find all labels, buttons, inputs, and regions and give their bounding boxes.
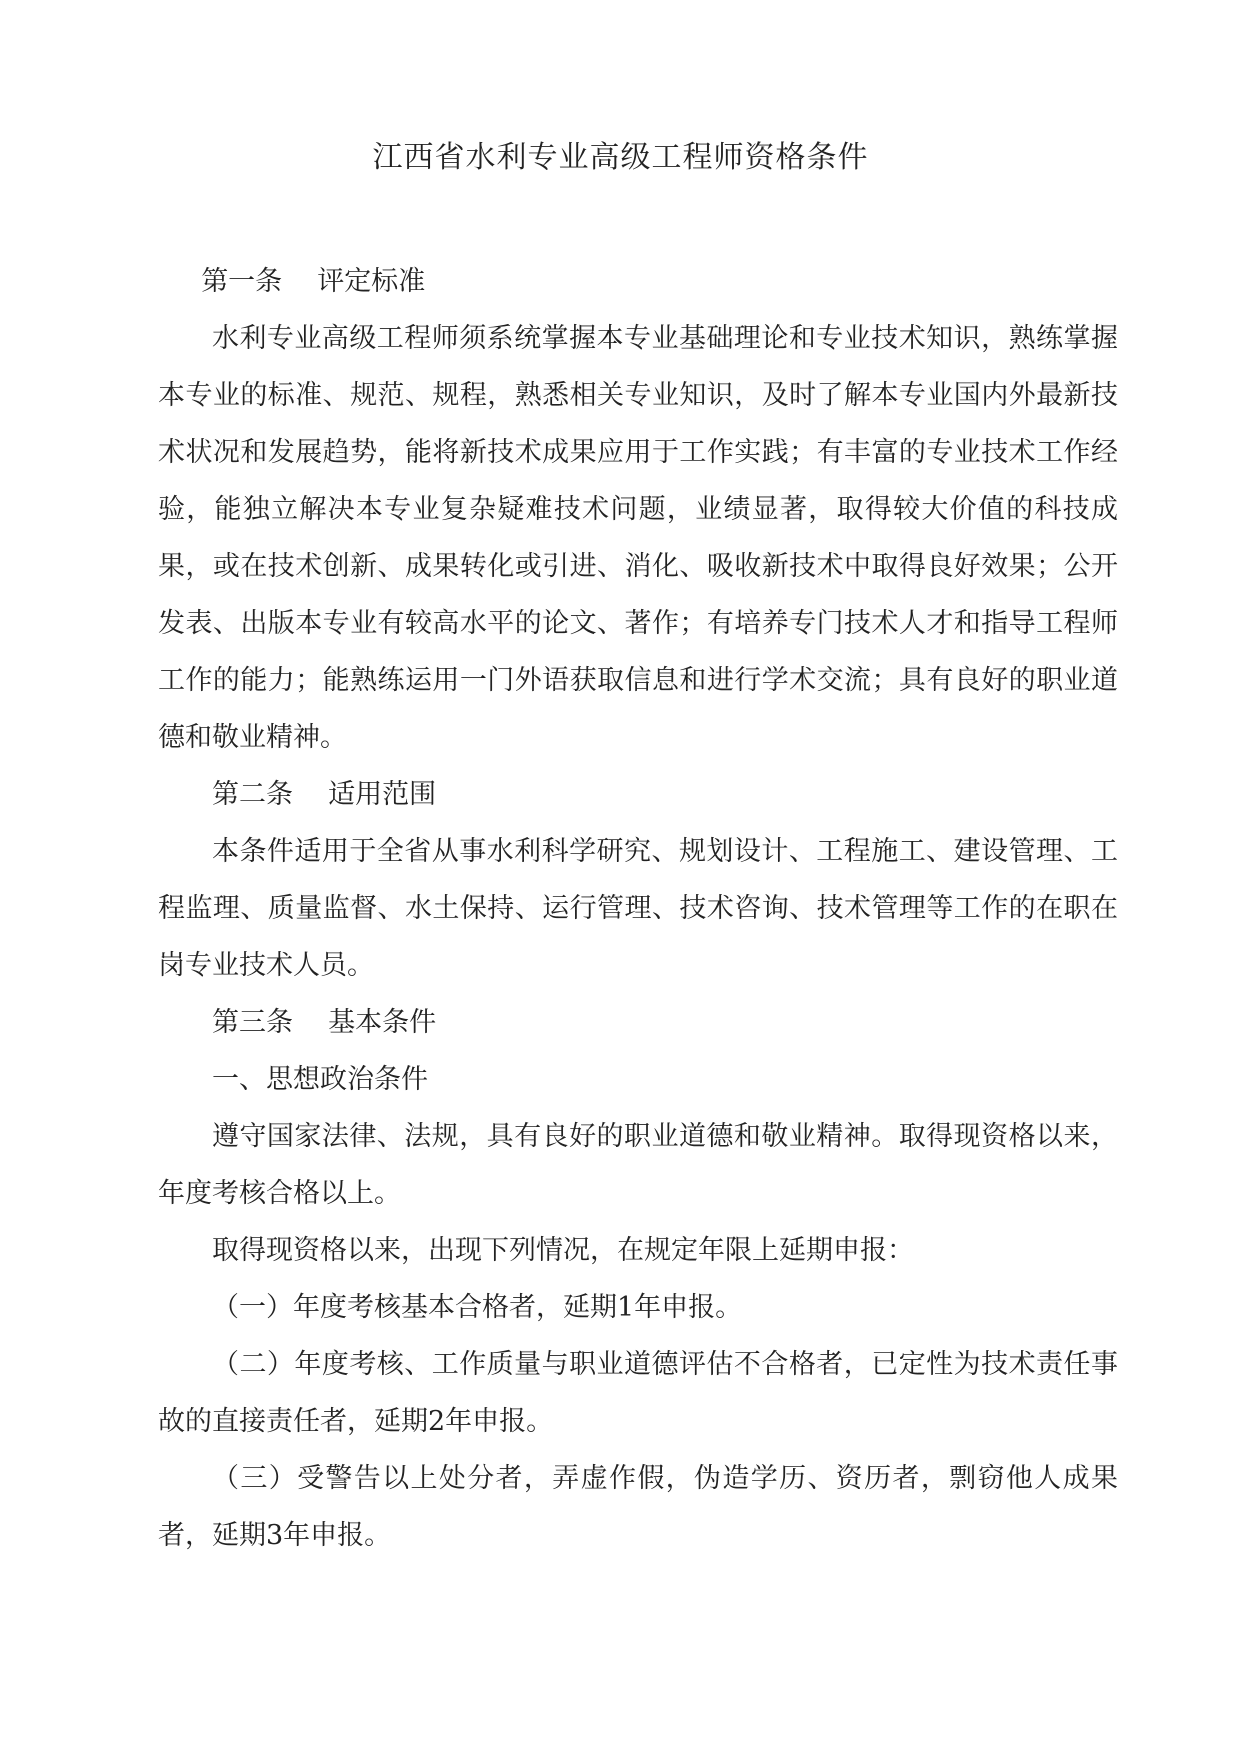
article-3-heading xyxy=(158,994,1118,1051)
document-title: 江西省水利专业高级工程师资格条件 xyxy=(372,140,869,175)
article-1-number: 第一条 xyxy=(201,266,283,297)
article-2-heading xyxy=(158,766,1118,823)
article-2-paragraph: 本条件适用于全省从事水利科学研究、规划设计、工程施工、建设管理、工程监理、质量监督、水土保持、运行管理、技术咨询、技术管理等工作的在职在岗专业技术人员。 xyxy=(158,836,1118,981)
article-1-title: 评定标准 xyxy=(317,266,426,297)
section-1-heading: 一、思想政治条件 xyxy=(212,1064,428,1095)
document-body xyxy=(158,253,1118,1564)
list-item-1: （一）年度考核基本合格者，延期1年申报。 xyxy=(212,1292,743,1323)
article-2-title: 适用范围 xyxy=(328,779,437,810)
article-3-title: 基本条件 xyxy=(328,1007,437,1038)
article-3-number: 第三条 xyxy=(212,1007,293,1038)
article-1-heading xyxy=(158,253,1118,310)
article-2-number: 第二条 xyxy=(212,779,293,810)
list-item-2: （二）年度考核、工作质量与职业道德评估不合格者，已定性为技术责任事故的直接责任者，延期2年申报。 xyxy=(158,1349,1118,1437)
article-1-paragraph: 水利专业高级工程师须系统掌握本专业基础理论和专业技术知识，熟练掌握本专业的标准、规范、规程，熟悉相关专业知识，及时了解本专业国内外最新技术状况和发展趋势，能将新技术成果应用于工作实践；有丰富的专业技术工作经验，能独立解决本专业复杂疑难技术问题，业绩显著，取得较大价值的科技成果，或在技术创新、成果转化或引进、消化、吸收新技术中取得良好效果；公开发表、出版本专业有较高水平的论文、著作；有培养专门技术人才和指导工程师工作的能力；能熟练运用一门外语获取信息和进行学术交流；具有良好的职业道德和敬业精神。 xyxy=(158,323,1118,753)
article-3-paragraph-2: 取得现资格以来，出现下列情况，在规定年限上延期申报： xyxy=(212,1235,914,1266)
article-3-paragraph-1: 遵守国家法律、法规，具有良好的职业道德和敬业精神。取得现资格以来，年度考核合格以上。 xyxy=(158,1121,1118,1209)
list-item-3: （三）受警告以上处分者，弄虚作假，伪造学历、资历者，剽窃他人成果者，延期3年申报。 xyxy=(158,1463,1118,1551)
